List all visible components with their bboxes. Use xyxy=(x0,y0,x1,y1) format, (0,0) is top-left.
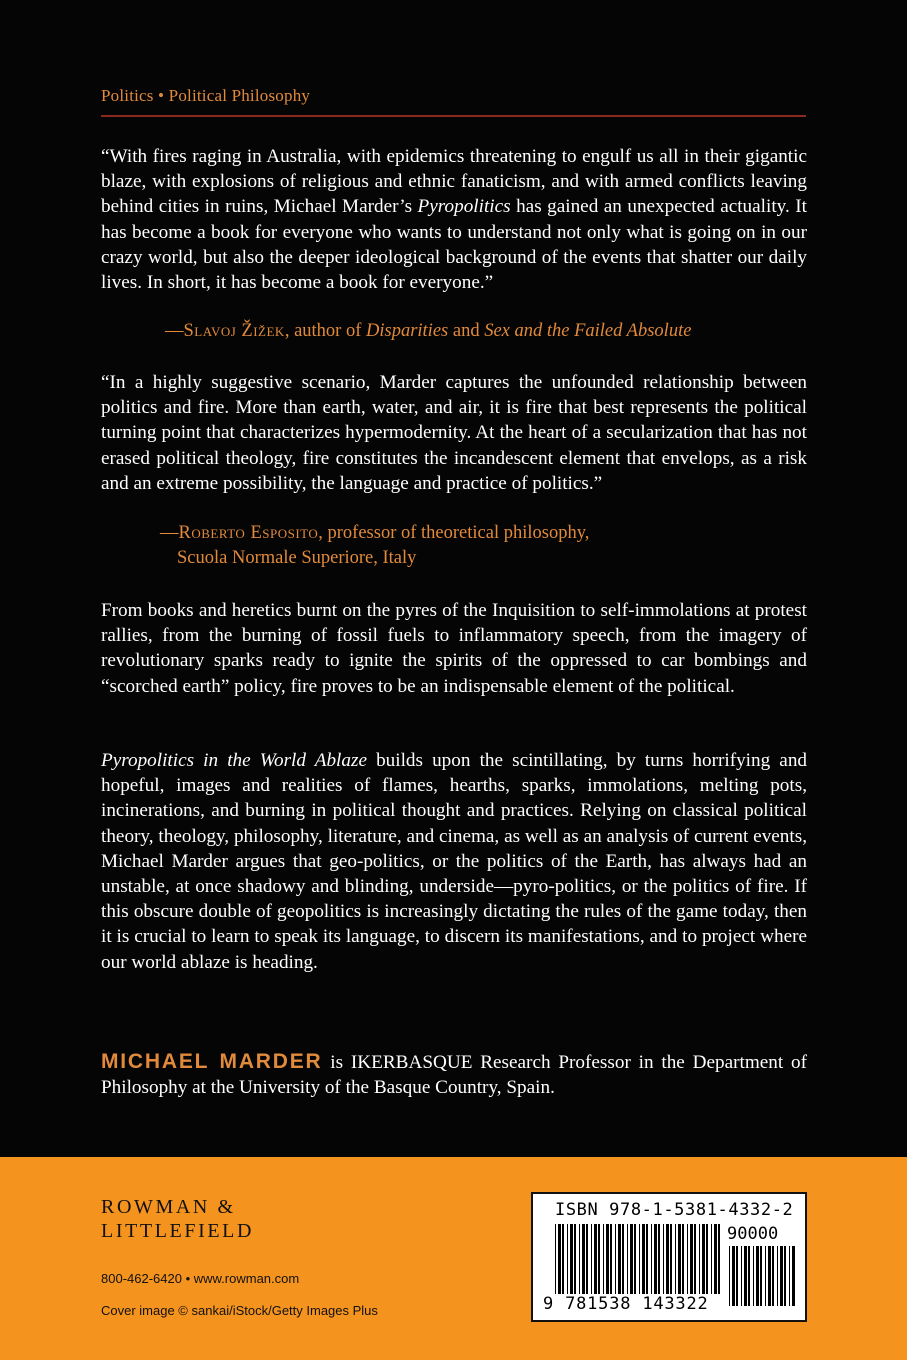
description-paragraph-1 xyxy=(101,598,807,699)
ean-digits: 9 781538 143322 xyxy=(543,1294,709,1314)
barcode-bar xyxy=(682,1224,684,1294)
barcode-bar xyxy=(765,1246,766,1306)
barcode-bar xyxy=(634,1224,636,1294)
barcode-bar xyxy=(741,1246,742,1306)
barcode-bar xyxy=(610,1224,612,1294)
barcode-bar xyxy=(699,1224,700,1294)
quote-zizek-text-1: “With fires raging in Australia, with epidemics threatening to engulf us all in their gigantic blaze, with explosions of religious and ethnic fanaticism, and with armed conflicts leaving behind cities in ruins, Michael Marder’s xyxy=(101,146,807,218)
barcode-bar xyxy=(591,1224,592,1294)
barcode-bar xyxy=(670,1224,672,1294)
publisher-contact: 800-462-6420 • www.rowman.com xyxy=(101,1271,300,1286)
attr-dash: — xyxy=(165,321,184,341)
barcode-bar xyxy=(562,1224,564,1294)
barcode-bar xyxy=(574,1224,576,1294)
barcode-bar xyxy=(586,1224,588,1294)
barcode-bar xyxy=(768,1246,771,1306)
barcode-bar xyxy=(744,1246,747,1306)
quote-esposito-attribution-line1 xyxy=(160,521,589,546)
barcode-bar xyxy=(753,1246,754,1306)
barcode-bar xyxy=(702,1224,705,1294)
barcode-bar xyxy=(598,1224,600,1294)
barcode-bar xyxy=(675,1224,676,1294)
barcode-bar xyxy=(651,1224,652,1294)
barcode-bar xyxy=(627,1224,628,1294)
barcode-bar xyxy=(658,1224,660,1294)
barcode-bar xyxy=(606,1224,609,1294)
barcode-bar xyxy=(789,1246,790,1306)
barcode-bar xyxy=(646,1224,648,1294)
barcode-bar xyxy=(615,1224,616,1294)
barcode-bar xyxy=(729,1246,730,1306)
barcode-bar xyxy=(736,1246,738,1306)
barcode-bar xyxy=(711,1224,712,1294)
barcode-bar xyxy=(792,1246,795,1306)
isbn-label: ISBN 978-1-5381-4332-2 xyxy=(555,1200,794,1220)
attr-text: , author of xyxy=(284,321,366,341)
barcode-bar xyxy=(760,1246,762,1306)
barcode-bar xyxy=(780,1246,783,1306)
attr-name-zizek: Slavoj Žižek xyxy=(183,321,285,341)
attr-book-disparities: Disparities xyxy=(366,321,449,341)
barcode-bar xyxy=(570,1224,573,1294)
barcode-bar xyxy=(618,1224,621,1294)
quote-esposito xyxy=(101,370,807,496)
publisher-line-2: LITTLEFIELD xyxy=(101,1220,255,1242)
barcode-bar xyxy=(567,1224,568,1294)
description-1-text: From books and heretics burnt on the pyres of the Inquisition to self-immolations at protest rallies, from the burning of fossil fuels to inflammatory speech, from the imagery of revolutionary sparks ready to ignite the spirits of the oppressed to car bombings and “scorched earth” policy, fire proves to be an indispensable element of the political. xyxy=(101,600,807,697)
barcode-bar xyxy=(748,1246,750,1306)
barcode-bar xyxy=(642,1224,645,1294)
barcode-bar xyxy=(579,1224,580,1294)
author-bio-text: is IKERBASQUE Research Professor in the Department of Philosophy at the University of the Basque Country, Spain. xyxy=(101,1052,807,1099)
barcode-bar xyxy=(714,1224,717,1294)
barcode-bar xyxy=(756,1246,759,1306)
attr-title-esposito: , professor of theoretical philosophy, xyxy=(318,523,590,543)
barcode-bar xyxy=(622,1224,624,1294)
publisher-logo xyxy=(101,1195,254,1243)
barcode-bar xyxy=(690,1224,693,1294)
barcode-bar xyxy=(594,1224,597,1294)
quote-esposito-attribution-line2: Scuola Normale Superiore, Italy xyxy=(177,548,417,568)
barcode-bar xyxy=(718,1224,720,1294)
barcode-bar xyxy=(603,1224,604,1294)
barcode-bar xyxy=(777,1246,778,1306)
description-2-text: builds upon the scintillating, by turns horrifying and hopeful, images and realities of flames, hearths, sparks, immolations, melting pots, incinerations, and burning in political thought and practices. Relying on classical political theory, theology, philosophy, literature, and cinema, as well as an analysis of current events, Michael Marder argues that geo-politics, or the politics of the Earth, has always had an unstable, at once shadowy and blinding, underside—pyro-politics, or the politics of fire. If this obscure double of geopolitics is increasingly dictating the rules of the game today, then it is crucial to learn to speak its language, to discern its manifestations, and to project where our world ablaze is heading. xyxy=(101,750,808,973)
category-label: Politics • Political Philosophy xyxy=(101,86,311,105)
barcode-bar xyxy=(654,1224,657,1294)
barcode-bar xyxy=(639,1224,640,1294)
barcode-bar xyxy=(630,1224,633,1294)
attr-dash: — xyxy=(160,523,179,543)
author-name: MICHAEL MARDER xyxy=(101,1050,323,1073)
quote-esposito-text: “In a highly suggestive scenario, Marder captures the unfounded relationship between politics and fire. More than earth, water, and air, it is fire that best represents the political turning point that characterizes hypermodernity. At the heart of a secularization that has not erased political theology, fire constitutes the incandescent element that envelops, as a risk and an extreme possibility, the language and practice of politics.” xyxy=(101,372,807,494)
barcode-bar xyxy=(582,1224,585,1294)
barcode-bar xyxy=(772,1246,774,1306)
barcode-bar xyxy=(706,1224,708,1294)
attr-name-esposito: Roberto Esposito xyxy=(178,523,319,543)
attr-book-sex-failed-absolute: Sex and the Failed Absolute xyxy=(484,321,692,341)
barcode-bar xyxy=(784,1246,786,1306)
barcode-bar xyxy=(666,1224,669,1294)
author-bio xyxy=(101,1049,807,1100)
quote-zizek xyxy=(101,144,807,295)
description-paragraph-2 xyxy=(101,748,807,975)
barcode-bar xyxy=(555,1224,556,1294)
price-code: 90000 xyxy=(727,1224,779,1244)
quote-zizek-text-2: has gained an unexpected actuality. It has become a book for everyone who wants to understand not only what is going on in our crazy world, but also the deeper ideological background of the events that shatter our daily lives. In short, it has become a book for everyone.” xyxy=(101,196,807,294)
attr-and: and xyxy=(448,321,485,341)
cover-credit: Cover image © sankai/iStock/Getty Images Plus xyxy=(101,1303,378,1318)
barcode-bar xyxy=(732,1246,735,1306)
barcode xyxy=(531,1192,807,1322)
header-rule xyxy=(101,115,806,117)
quote-zizek-attribution xyxy=(165,319,691,344)
description-2-book-title: Pyropolitics in the World Ablaze xyxy=(101,750,367,771)
barcode-bar xyxy=(663,1224,664,1294)
publisher-line-1: ROWMAN & xyxy=(101,1196,236,1218)
barcode-bar xyxy=(694,1224,696,1294)
barcode-bar xyxy=(678,1224,681,1294)
barcode-bar xyxy=(558,1224,561,1294)
barcode-bar xyxy=(687,1224,688,1294)
quote-zizek-book-title: Pyropolitics xyxy=(417,196,511,218)
